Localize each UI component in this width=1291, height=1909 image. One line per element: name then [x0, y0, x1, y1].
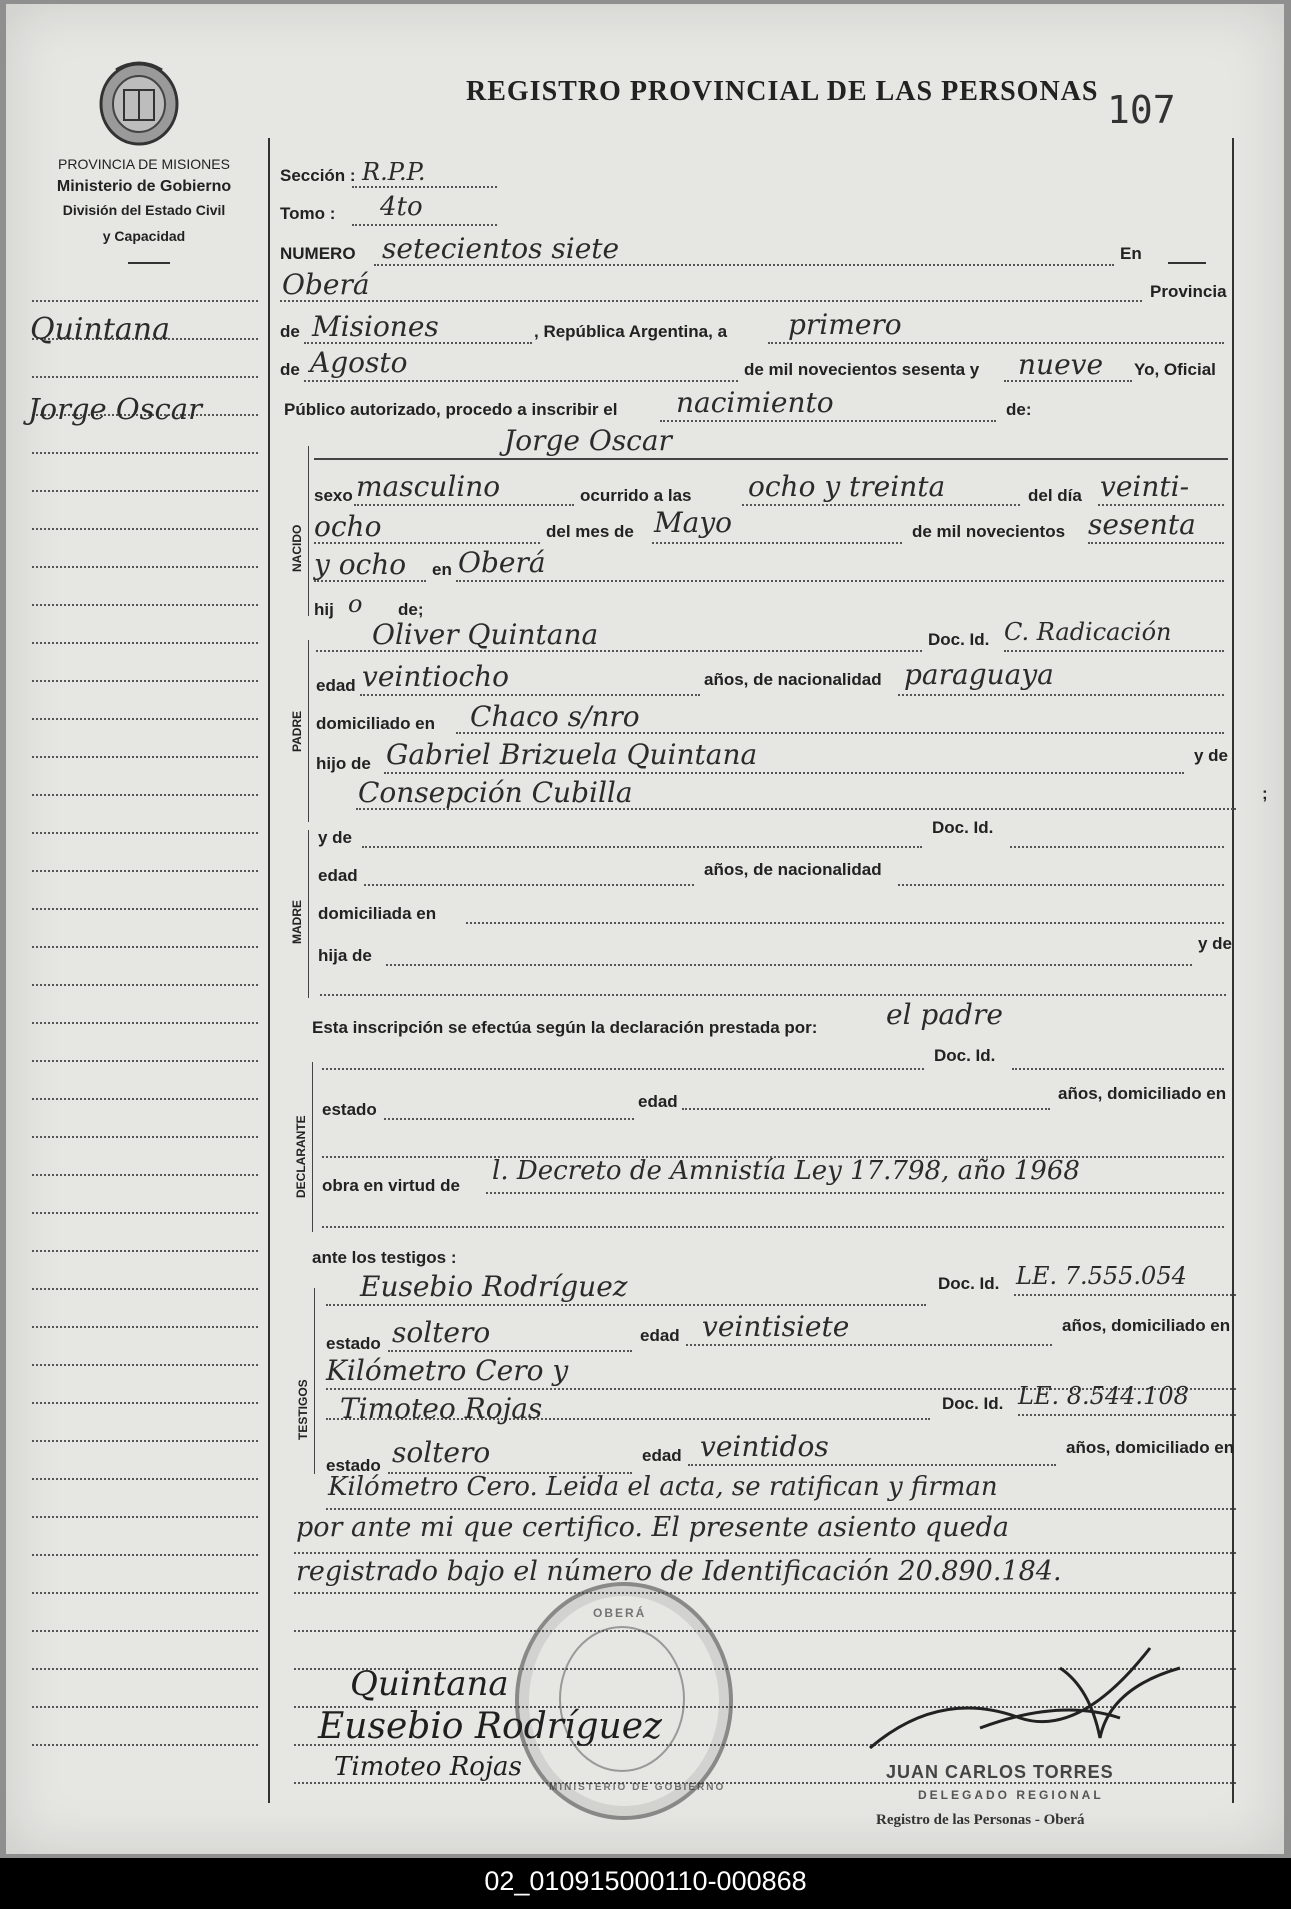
padre-nac-label: años, de nacionalidad [704, 670, 882, 689]
de2-label: de [280, 360, 300, 379]
footer-image-id: 02_010915000110-000868 [484, 1866, 807, 1896]
official-seal [515, 1582, 733, 1820]
margin-line [32, 1022, 258, 1024]
year-label: de mil novecientos sesenta y [744, 360, 980, 379]
nacido-name-line [314, 458, 1228, 460]
w2-dom-line [326, 1508, 1236, 1510]
padre-nac-line [898, 694, 1224, 696]
witness1-dom: Kilómetro Cero y [326, 1354, 569, 1387]
witness2-name: Timoteo Rojas [340, 1392, 543, 1425]
declarante-edad-label: edad [638, 1092, 678, 1111]
nacido-place: Oberá [458, 546, 546, 579]
numero-value: setecientos siete [382, 232, 620, 265]
mes-label: del mes de [546, 522, 634, 541]
margin-line [32, 528, 258, 530]
margin-line [32, 870, 258, 872]
margin-line [32, 1440, 258, 1442]
madre-name-line [362, 846, 922, 848]
madre-extra-line [320, 994, 1226, 996]
closing-line-1-rule [294, 1552, 1236, 1554]
witness1-estado: soltero [392, 1316, 491, 1349]
declarante-side-label: DECLARANTE [294, 1115, 308, 1198]
tomo-line [352, 224, 497, 226]
numero-label: NUMERO [280, 244, 356, 263]
dia-line [1098, 504, 1224, 506]
tomo-value: 4to [380, 192, 423, 222]
witness2-estado: soltero [392, 1436, 491, 1469]
hijo-label: hij [314, 600, 334, 619]
margin-line [32, 984, 258, 986]
w1-doc-line [1014, 1294, 1236, 1296]
margin-line [32, 946, 258, 948]
place-line [280, 300, 1142, 302]
hour-value: ocho y treinta [748, 470, 946, 503]
margin-line [32, 490, 258, 492]
oficial-label: Yo, Oficial [1134, 360, 1216, 379]
seccion-line [352, 186, 497, 188]
testigos-side-label: TESTIGOS [296, 1379, 310, 1440]
padre-dom-label: domiciliado en [316, 714, 436, 733]
seal-text-bottom: MINISTERIO DE GOBIERNO [549, 1782, 726, 1793]
sexo-value: masculino [356, 470, 501, 503]
official-title: DELEGADO REGIONAL [918, 1788, 1104, 1802]
w1-anos-label: años, domiciliado en [1062, 1316, 1231, 1335]
madre-nac-label: años, de nacionalidad [704, 860, 882, 879]
madre-side-label: MADRE [290, 900, 304, 944]
nacido-place-line [456, 580, 1224, 582]
madre-edad-label: edad [318, 866, 358, 885]
closing-line-1: por ante mi que certifico. El presente asiento queda [296, 1512, 1009, 1543]
hijo-value: o [348, 590, 363, 618]
madre-dom-label: domiciliada en [318, 904, 437, 923]
declaracion-label: Esta inscripción se efectúa según la declaración prestada por: [312, 1018, 818, 1037]
obra-line [486, 1192, 1224, 1194]
w1-estado-line [388, 1350, 632, 1352]
margin-line [32, 1326, 258, 1328]
testigos-intro-label: ante los testigos : [312, 1248, 457, 1267]
margin-line [32, 718, 258, 720]
margin-line [32, 832, 258, 834]
obra-value: l. Decreto de Amnistía Ley 17.798, año 1968 [492, 1156, 1080, 1186]
closing-line-2-rule [294, 1592, 1236, 1594]
padre-mother-value: Consepción Cubilla [358, 776, 633, 809]
division-line-2: y Capacidad [102, 228, 186, 244]
dia-label: del día [1028, 486, 1082, 505]
declarante-bracket [312, 1062, 313, 1232]
padre-doc-value: C. Radicación [1004, 618, 1172, 646]
hour-line [742, 504, 1020, 506]
madre-bracket [308, 830, 309, 998]
declarante-estado-line [384, 1118, 634, 1120]
year-value: nueve [1018, 348, 1104, 381]
padre-yde-label: y de [1194, 746, 1229, 765]
sexo-line [354, 504, 574, 506]
padre-dom-value: Chaco s/nro [470, 700, 640, 733]
padre-father-line [384, 772, 1184, 774]
nacido-bracket [308, 446, 309, 616]
declarante-anos-label: años, domiciliado en [1058, 1084, 1227, 1103]
margin-given-names: Jorge Oscar [28, 392, 202, 426]
obra-label: obra en virtud de [322, 1176, 460, 1195]
province-name: PROVINCIA DE MISIONES [58, 156, 230, 172]
margin-line [32, 1364, 258, 1366]
margin-line [32, 1060, 258, 1062]
margin-line [32, 1630, 258, 1632]
witness2-doc: LE. 8.544.108 [1018, 1382, 1189, 1410]
w1-doc-label: Doc. Id. [938, 1274, 1000, 1293]
margin-line [32, 1744, 258, 1746]
nacido-name: Jorge Oscar [504, 424, 672, 457]
nacido-year-2: y ocho [314, 548, 407, 581]
margin-line [32, 1554, 258, 1556]
de-label: de [280, 322, 300, 341]
de3-label: de: [1006, 400, 1032, 419]
document-title: REGISTRO PROVINCIAL DE LAS PERSONAS [466, 76, 1099, 107]
w2-doc-label: Doc. Id. [942, 1394, 1004, 1413]
margin-line [32, 642, 258, 644]
act-value: nacimiento [676, 386, 834, 419]
seccion-value: R.P.P. [362, 158, 426, 186]
margin-line [32, 794, 258, 796]
official-signature-icon [860, 1628, 1200, 1768]
margin-divider [268, 138, 270, 1803]
w2-anos-label: años, domiciliado en [1066, 1438, 1235, 1457]
margin-line [32, 1288, 258, 1290]
madre-doc-line [1010, 846, 1224, 848]
province-value: Misiones [312, 310, 439, 343]
madre-yde2-label: y de [1198, 934, 1233, 953]
page-number: 107 [1107, 88, 1176, 132]
declarante-doc-label: Doc. Id. [934, 1046, 996, 1065]
padre-edad-line [360, 694, 700, 696]
margin-line [32, 1592, 258, 1594]
nacido-year-1: sesenta [1088, 508, 1196, 541]
sexo-label: sexo [314, 486, 353, 505]
day-line [768, 342, 1224, 344]
margin-line [32, 1668, 258, 1670]
padre-name: Oliver Quintana [372, 618, 599, 651]
margin-line [32, 376, 258, 378]
republica-label: , República Argentina, a [534, 322, 728, 341]
padre-doc-label: Doc. Id. [928, 630, 990, 649]
nacido-year-line [1088, 542, 1224, 544]
margin-line [32, 1174, 258, 1176]
act-line [660, 420, 996, 422]
margin-line [32, 756, 258, 758]
w2-estado-label: estado [326, 1456, 381, 1475]
en-label: En [1120, 244, 1142, 263]
padre-edad-label: edad [316, 676, 356, 695]
signature-witness-1: Eusebio Rodríguez [318, 1706, 662, 1747]
declarante-name-line [322, 1068, 924, 1070]
margin-line [32, 1212, 258, 1214]
signature-witness-2: Timoteo Rojas [334, 1752, 522, 1782]
nacido-day-2: ocho [314, 510, 382, 543]
provincia-label: Provincia [1150, 282, 1227, 301]
place-value: Oberá [282, 268, 370, 301]
w2-edad-line [688, 1464, 1056, 1466]
margin-line [32, 908, 258, 910]
nacido-day-1: veinti- [1100, 470, 1190, 503]
publico-label: Público autorizado, procedo a inscribir el [284, 400, 618, 419]
tomo-label: Tomo : [280, 204, 336, 223]
en-line [1168, 262, 1206, 264]
day-value: primero [788, 308, 902, 341]
madre-yde-label: y de [318, 828, 353, 847]
w2-doc-line [1018, 1414, 1236, 1416]
margin-line [32, 604, 258, 606]
padre-edad-value: veintiocho [362, 660, 510, 693]
witness2-dom: Kilómetro Cero. Leida el acta, se ratifican y firman [328, 1472, 998, 1502]
declaracion-value: el padre [886, 998, 1003, 1031]
w1-name-line [326, 1304, 926, 1306]
padre-doc-line [1004, 650, 1224, 652]
nacido-en-label: en [432, 560, 452, 579]
declarante-doc-line [1012, 1068, 1224, 1070]
coat-of-arms-icon [96, 56, 182, 148]
nacido-month: Mayo [654, 506, 733, 539]
margin-line [32, 1516, 258, 1518]
testigos-bracket [314, 1288, 315, 1474]
w1-estado-label: estado [326, 1334, 381, 1353]
witness1-doc: LE. 7.555.054 [1016, 1262, 1187, 1290]
margin-line [32, 1250, 258, 1252]
ocurrido-label: ocurrido a las [580, 486, 692, 505]
padre-father-value: Gabriel Brizuela Quintana [386, 738, 758, 771]
w1-edad-label: edad [640, 1326, 680, 1345]
w1-edad-line [686, 1344, 1052, 1346]
padre-hijo-label: hijo de [316, 754, 371, 773]
mes-line [652, 542, 902, 544]
padre-nac-value: paraguaya [904, 658, 1054, 691]
declarante-edad-line [682, 1108, 1050, 1110]
padre-side-label: PADRE [290, 710, 304, 752]
declarante-estado-label: estado [322, 1100, 377, 1119]
witness2-edad: veintidos [700, 1430, 829, 1463]
madre-hija-label: hija de [318, 946, 372, 965]
margin-line [32, 566, 258, 568]
madre-doc-label: Doc. Id. [932, 818, 994, 837]
margin-line [32, 1136, 258, 1138]
month-line [304, 380, 738, 382]
witness1-edad: veintisiete [702, 1310, 850, 1343]
margin-line [32, 1706, 258, 1708]
header-divider [128, 262, 170, 264]
official-name: JUAN CARLOS TORRES [886, 1762, 1114, 1782]
madre-hija-line [386, 964, 1192, 966]
division-line-1: División del Estado Civil [62, 202, 226, 218]
margin-line [32, 300, 258, 302]
month-value: Agosto [310, 346, 408, 379]
padre-bracket [308, 640, 309, 822]
nacido-side-label: NACIDO [290, 524, 304, 572]
madre-dom-line [466, 922, 1224, 924]
margin-surname: Quintana [30, 312, 170, 347]
w2-edad-label: edad [642, 1446, 682, 1465]
closing-line-2: registrado bajo el número de Identificación 20.890.184. [296, 1556, 1062, 1587]
nacido-year-label: de mil novecientos [912, 522, 1066, 541]
seal-text-top: OBERÁ [593, 1606, 647, 1620]
margin-line [32, 1098, 258, 1100]
margin-line [32, 1478, 258, 1480]
hijo-de-label: de; [398, 600, 424, 619]
margin-line [32, 452, 258, 454]
madre-nac-line [898, 884, 1224, 886]
padre-semicolon: ; [1262, 784, 1268, 803]
margin-line [32, 680, 258, 682]
seccion-label: Sección : [280, 166, 356, 185]
madre-edad-line [364, 884, 694, 886]
declarante-extra-line [322, 1226, 1224, 1228]
witness1-name: Eusebio Rodríguez [360, 1270, 628, 1303]
official-office: Registro de las Personas - Oberá [876, 1812, 1085, 1828]
margin-line [32, 1402, 258, 1404]
ministry-name: Ministerio de Gobierno [56, 178, 232, 195]
signature-declarant: Quintana [350, 1664, 509, 1704]
